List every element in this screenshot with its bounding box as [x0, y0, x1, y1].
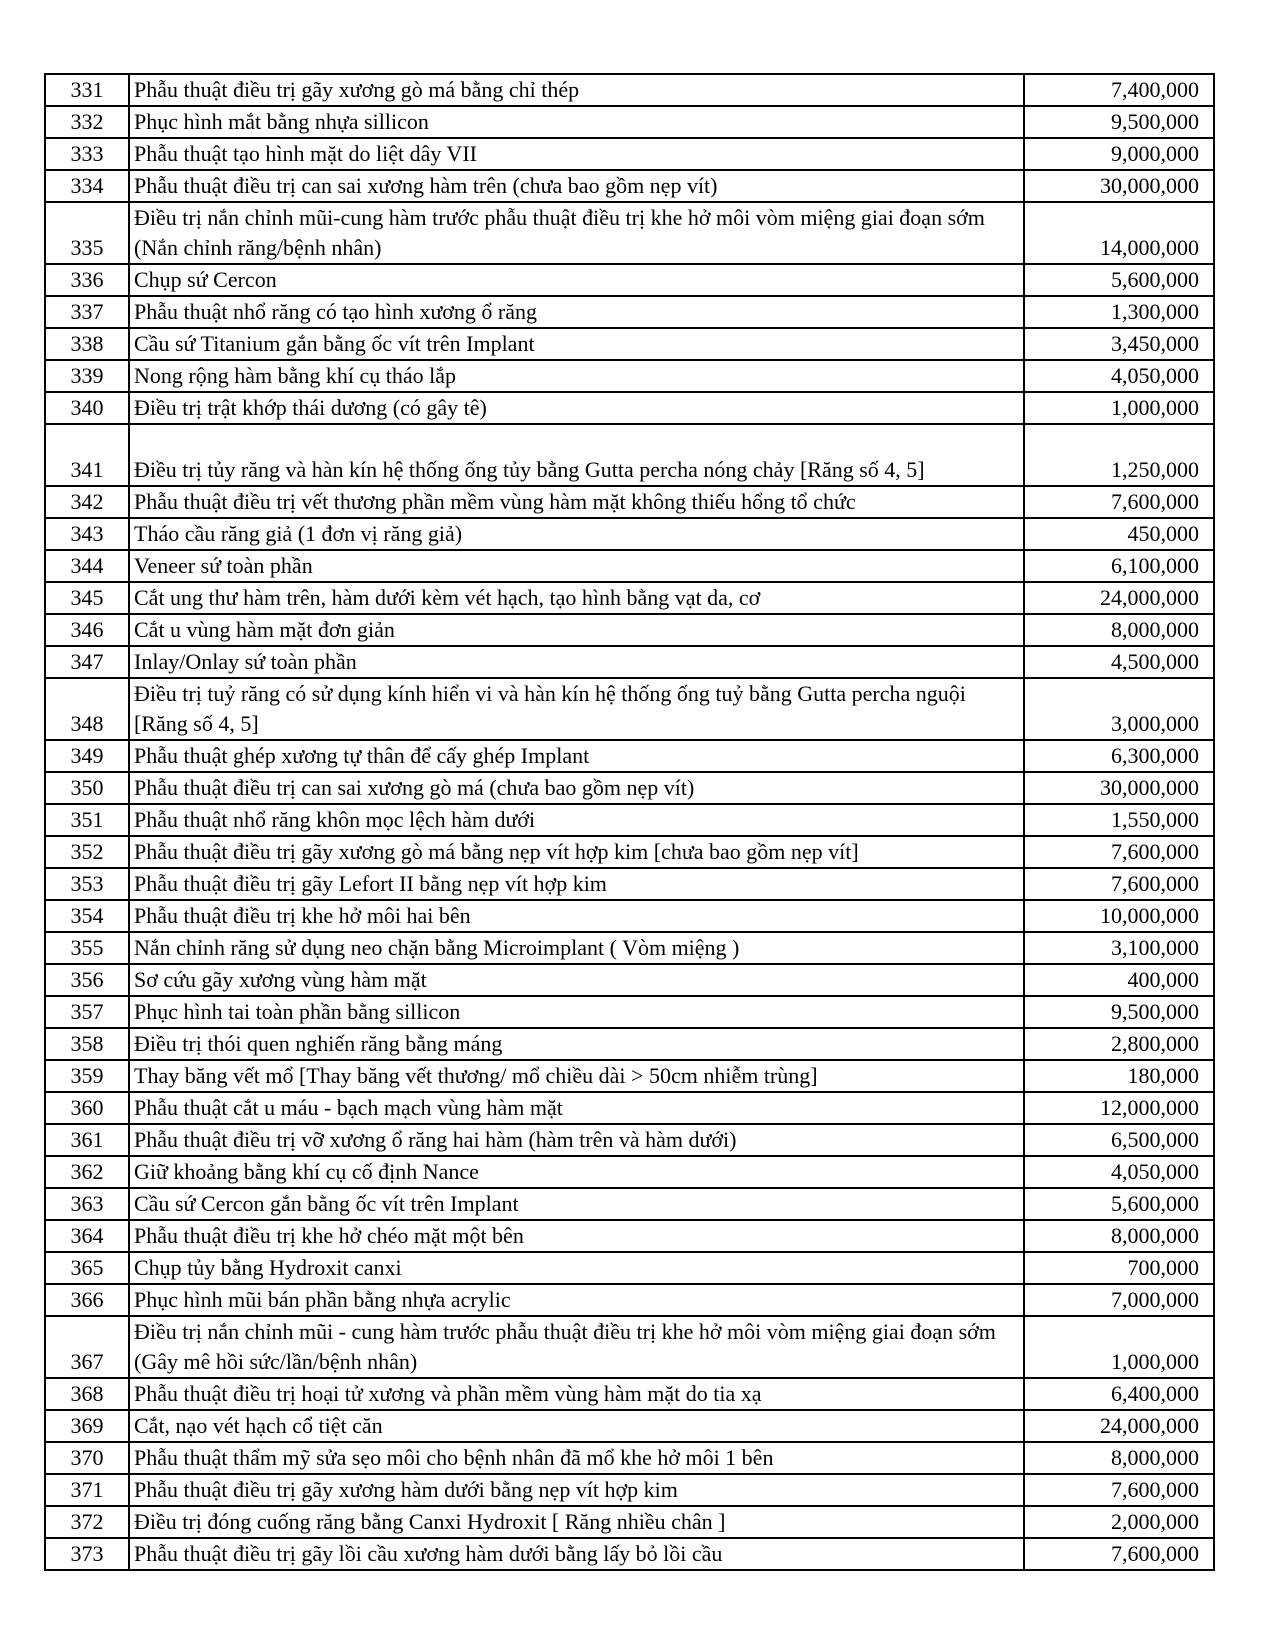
service-price: 1,250,000 — [1024, 424, 1214, 486]
row-number: 358 — [45, 1028, 129, 1060]
row-number: 344 — [45, 550, 129, 582]
service-price: 1,000,000 — [1024, 1316, 1214, 1378]
row-number: 351 — [45, 804, 129, 836]
service-name: Phẫu thuật điều trị khe hở môi hai bên — [129, 900, 1024, 932]
table-row — [45, 424, 1214, 486]
row-number: 338 — [45, 328, 129, 360]
service-name: Phẫu thuật tạo hình mặt do liệt dây VII — [129, 138, 1024, 170]
table-row — [45, 550, 1214, 582]
table-row — [45, 868, 1214, 900]
row-number: 356 — [45, 964, 129, 996]
table-row — [45, 296, 1214, 328]
service-price: 9,000,000 — [1024, 138, 1214, 170]
row-number: 354 — [45, 900, 129, 932]
service-price: 1,300,000 — [1024, 296, 1214, 328]
service-name: Điều trị tuỷ răng có sử dụng kính hiển vi và hàn kín hệ thống ống tuỷ bằng Gutta percha nguội [Răng số 4, 5] — [129, 678, 1024, 740]
service-name: Phẫu thuật nhổ răng có tạo hình xương ổ răng — [129, 296, 1024, 328]
service-name: Phẫu thuật điều trị vết thương phần mềm vùng hàm mặt không thiếu hổng tổ chức — [129, 486, 1024, 518]
service-price: 3,100,000 — [1024, 932, 1214, 964]
service-name: Cắt, nạo vét hạch cổ tiệt căn — [129, 1410, 1024, 1442]
service-name: Phẫu thuật cắt u máu - bạch mạch vùng hàm mặt — [129, 1092, 1024, 1124]
row-number: 372 — [45, 1506, 129, 1538]
table-row — [45, 138, 1214, 170]
table-row — [45, 1316, 1214, 1378]
row-number: 333 — [45, 138, 129, 170]
service-price: 180,000 — [1024, 1060, 1214, 1092]
table-row — [45, 1220, 1214, 1252]
service-price: 10,000,000 — [1024, 900, 1214, 932]
table-row — [45, 202, 1214, 264]
table-row — [45, 804, 1214, 836]
service-name: Nắn chỉnh răng sử dụng neo chặn bằng Microimplant ( Vòm miệng ) — [129, 932, 1024, 964]
row-number: 367 — [45, 1316, 129, 1378]
table-row — [45, 106, 1214, 138]
service-price: 4,050,000 — [1024, 360, 1214, 392]
service-price: 450,000 — [1024, 518, 1214, 550]
table-row — [45, 836, 1214, 868]
table-row — [45, 1188, 1214, 1220]
table-row — [45, 1252, 1214, 1284]
service-price: 8,000,000 — [1024, 1220, 1214, 1252]
service-price: 12,000,000 — [1024, 1092, 1214, 1124]
row-number: 341 — [45, 424, 129, 486]
row-number: 370 — [45, 1442, 129, 1474]
service-price: 6,100,000 — [1024, 550, 1214, 582]
service-name: Veneer sứ toàn phần — [129, 550, 1024, 582]
service-price: 6,500,000 — [1024, 1124, 1214, 1156]
service-price: 6,300,000 — [1024, 740, 1214, 772]
row-number: 364 — [45, 1220, 129, 1252]
table-row — [45, 1156, 1214, 1188]
table-row — [45, 582, 1214, 614]
table-row — [45, 740, 1214, 772]
table-row — [45, 1474, 1214, 1506]
row-number: 331 — [45, 74, 129, 106]
row-number: 360 — [45, 1092, 129, 1124]
row-number: 337 — [45, 296, 129, 328]
service-name: Phẫu thuật điều trị khe hở chéo mặt một bên — [129, 1220, 1024, 1252]
service-name: Phục hình tai toàn phần bằng sillicon — [129, 996, 1024, 1028]
service-name: Cắt u vùng hàm mặt đơn giản — [129, 614, 1024, 646]
table-row — [45, 1538, 1214, 1570]
row-number: 363 — [45, 1188, 129, 1220]
service-name: Điều trị trật khớp thái dương (có gây tê) — [129, 392, 1024, 424]
service-price: 2,800,000 — [1024, 1028, 1214, 1060]
service-price: 5,600,000 — [1024, 1188, 1214, 1220]
service-name: Tháo cầu răng giả (1 đơn vị răng giả) — [129, 518, 1024, 550]
table-row — [45, 996, 1214, 1028]
service-price: 1,000,000 — [1024, 392, 1214, 424]
service-price: 7,600,000 — [1024, 1538, 1214, 1570]
table-row — [45, 614, 1214, 646]
row-number: 371 — [45, 1474, 129, 1506]
service-price: 8,000,000 — [1024, 1442, 1214, 1474]
row-number: 353 — [45, 868, 129, 900]
row-number: 362 — [45, 1156, 129, 1188]
service-price: 24,000,000 — [1024, 1410, 1214, 1442]
row-number: 369 — [45, 1410, 129, 1442]
service-name: Phục hình mắt bằng nhựa sillicon — [129, 106, 1024, 138]
service-price: 3,450,000 — [1024, 328, 1214, 360]
service-price: 400,000 — [1024, 964, 1214, 996]
table-row — [45, 932, 1214, 964]
row-number: 334 — [45, 170, 129, 202]
service-name: Phẫu thuật điều trị vỡ xương ổ răng hai hàm (hàm trên và hàm dưới) — [129, 1124, 1024, 1156]
table-row — [45, 772, 1214, 804]
service-price: 30,000,000 — [1024, 772, 1214, 804]
table-row — [45, 518, 1214, 550]
table-row — [45, 964, 1214, 996]
service-price: 700,000 — [1024, 1252, 1214, 1284]
row-number: 359 — [45, 1060, 129, 1092]
table-row — [45, 1092, 1214, 1124]
service-name: Điều trị thói quen nghiến răng bằng máng — [129, 1028, 1024, 1060]
table-row — [45, 360, 1214, 392]
row-number: 340 — [45, 392, 129, 424]
service-name: Phẫu thuật điều trị gãy xương hàm dưới bằng nẹp vít hợp kim — [129, 1474, 1024, 1506]
service-name: Giữ khoảng bằng khí cụ cố định Nance — [129, 1156, 1024, 1188]
service-price: 14,000,000 — [1024, 202, 1214, 264]
row-number: 355 — [45, 932, 129, 964]
row-number: 332 — [45, 106, 129, 138]
row-number: 357 — [45, 996, 129, 1028]
table-row — [45, 1410, 1214, 1442]
row-number: 347 — [45, 646, 129, 678]
service-name: Chụp tủy bằng Hydroxit canxi — [129, 1252, 1024, 1284]
table-row — [45, 1284, 1214, 1316]
table-row — [45, 900, 1214, 932]
table-row — [45, 328, 1214, 360]
table-row — [45, 678, 1214, 740]
table-row — [45, 1124, 1214, 1156]
service-name: Điều trị nắn chỉnh mũi - cung hàm trước phẫu thuật điều trị khe hở môi vòm miệng giai đoạn sớm (Gây mê hồi sức/lần/bệnh nhân) — [129, 1316, 1024, 1378]
row-number: 345 — [45, 582, 129, 614]
table-row — [45, 1442, 1214, 1474]
table-row — [45, 170, 1214, 202]
service-name: Chụp sứ Cercon — [129, 264, 1024, 296]
service-price: 3,000,000 — [1024, 678, 1214, 740]
row-number: 366 — [45, 1284, 129, 1316]
service-price: 7,600,000 — [1024, 486, 1214, 518]
service-name: Phẫu thuật ghép xương tự thân để cấy ghép Implant — [129, 740, 1024, 772]
service-price: 4,050,000 — [1024, 1156, 1214, 1188]
service-name: Phẫu thuật nhổ răng khôn mọc lệch hàm dưới — [129, 804, 1024, 836]
table-row — [45, 646, 1214, 678]
service-price: 9,500,000 — [1024, 996, 1214, 1028]
row-number: 352 — [45, 836, 129, 868]
price-table — [44, 73, 1215, 1571]
table-row — [45, 392, 1214, 424]
service-name: Phẫu thuật điều trị can sai xương gò má (chưa bao gồm nẹp vít) — [129, 772, 1024, 804]
table-row — [45, 264, 1214, 296]
row-number: 339 — [45, 360, 129, 392]
service-name: Điều trị đóng cuống răng bằng Canxi Hydroxit [ Răng nhiều chân ] — [129, 1506, 1024, 1538]
row-number: 346 — [45, 614, 129, 646]
service-price: 7,600,000 — [1024, 868, 1214, 900]
table-row — [45, 1028, 1214, 1060]
service-name: Phục hình mũi bán phần bằng nhựa acrylic — [129, 1284, 1024, 1316]
table-row — [45, 1378, 1214, 1410]
service-price: 24,000,000 — [1024, 582, 1214, 614]
service-price: 8,000,000 — [1024, 614, 1214, 646]
table-row — [45, 1060, 1214, 1092]
row-number: 343 — [45, 518, 129, 550]
row-number: 365 — [45, 1252, 129, 1284]
service-price: 7,600,000 — [1024, 836, 1214, 868]
service-name: Phẫu thuật điều trị gãy xương gò má bằng chỉ thép — [129, 74, 1024, 106]
row-number: 348 — [45, 678, 129, 740]
service-price: 7,000,000 — [1024, 1284, 1214, 1316]
service-name: Cắt ung thư hàm trên, hàm dưới kèm vét hạch, tạo hình bằng vạt da, cơ — [129, 582, 1024, 614]
service-price: 2,000,000 — [1024, 1506, 1214, 1538]
row-number: 350 — [45, 772, 129, 804]
service-name: Inlay/Onlay sứ toàn phần — [129, 646, 1024, 678]
row-number: 373 — [45, 1538, 129, 1570]
table-row — [45, 74, 1214, 106]
service-price: 1,550,000 — [1024, 804, 1214, 836]
service-name: Phẫu thuật thẩm mỹ sửa sẹo môi cho bệnh nhân đã mổ khe hở môi 1 bên — [129, 1442, 1024, 1474]
service-name: Điều trị nắn chỉnh mũi-cung hàm trước phẫu thuật điều trị khe hở môi vòm miệng giai đoạn sớm (Nắn chỉnh răng/bệnh nhân) — [129, 202, 1024, 264]
service-name: Phẫu thuật điều trị gãy xương gò má bằng nẹp vít hợp kim [chưa bao gồm nẹp vít] — [129, 836, 1024, 868]
row-number: 368 — [45, 1378, 129, 1410]
row-number: 349 — [45, 740, 129, 772]
service-name: Nong rộng hàm bằng khí cụ tháo lắp — [129, 360, 1024, 392]
service-name: Phẫu thuật điều trị can sai xương hàm trên (chưa bao gồm nẹp vít) — [129, 170, 1024, 202]
service-name: Phẫu thuật điều trị gãy Lefort II bằng nẹp vít hợp kim — [129, 868, 1024, 900]
table-body — [45, 74, 1214, 1570]
service-name: Phẫu thuật điều trị gãy lồi cầu xương hàm dưới bằng lấy bỏ lồi cầu — [129, 1538, 1024, 1570]
service-price: 9,500,000 — [1024, 106, 1214, 138]
service-price: 7,400,000 — [1024, 74, 1214, 106]
service-price: 7,600,000 — [1024, 1474, 1214, 1506]
table-row — [45, 486, 1214, 518]
row-number: 335 — [45, 202, 129, 264]
service-name: Thay băng vết mổ [Thay băng vết thương/ mổ chiều dài > 50cm nhiễm trùng] — [129, 1060, 1024, 1092]
service-name: Phẫu thuật điều trị hoại tử xương và phần mềm vùng hàm mặt do tia xạ — [129, 1378, 1024, 1410]
service-name: Điều trị tủy răng và hàn kín hệ thống ống tủy bằng Gutta percha nóng chảy [Răng số 4, 5] — [129, 424, 1024, 486]
service-price: 30,000,000 — [1024, 170, 1214, 202]
service-price: 6,400,000 — [1024, 1378, 1214, 1410]
row-number: 336 — [45, 264, 129, 296]
service-price: 5,600,000 — [1024, 264, 1214, 296]
service-name: Cầu sứ Cercon gắn bằng ốc vít trên Implant — [129, 1188, 1024, 1220]
row-number: 361 — [45, 1124, 129, 1156]
service-price: 4,500,000 — [1024, 646, 1214, 678]
service-name: Cầu sứ Titanium gắn bằng ốc vít trên Implant — [129, 328, 1024, 360]
table-row — [45, 1506, 1214, 1538]
row-number: 342 — [45, 486, 129, 518]
service-name: Sơ cứu gãy xương vùng hàm mặt — [129, 964, 1024, 996]
